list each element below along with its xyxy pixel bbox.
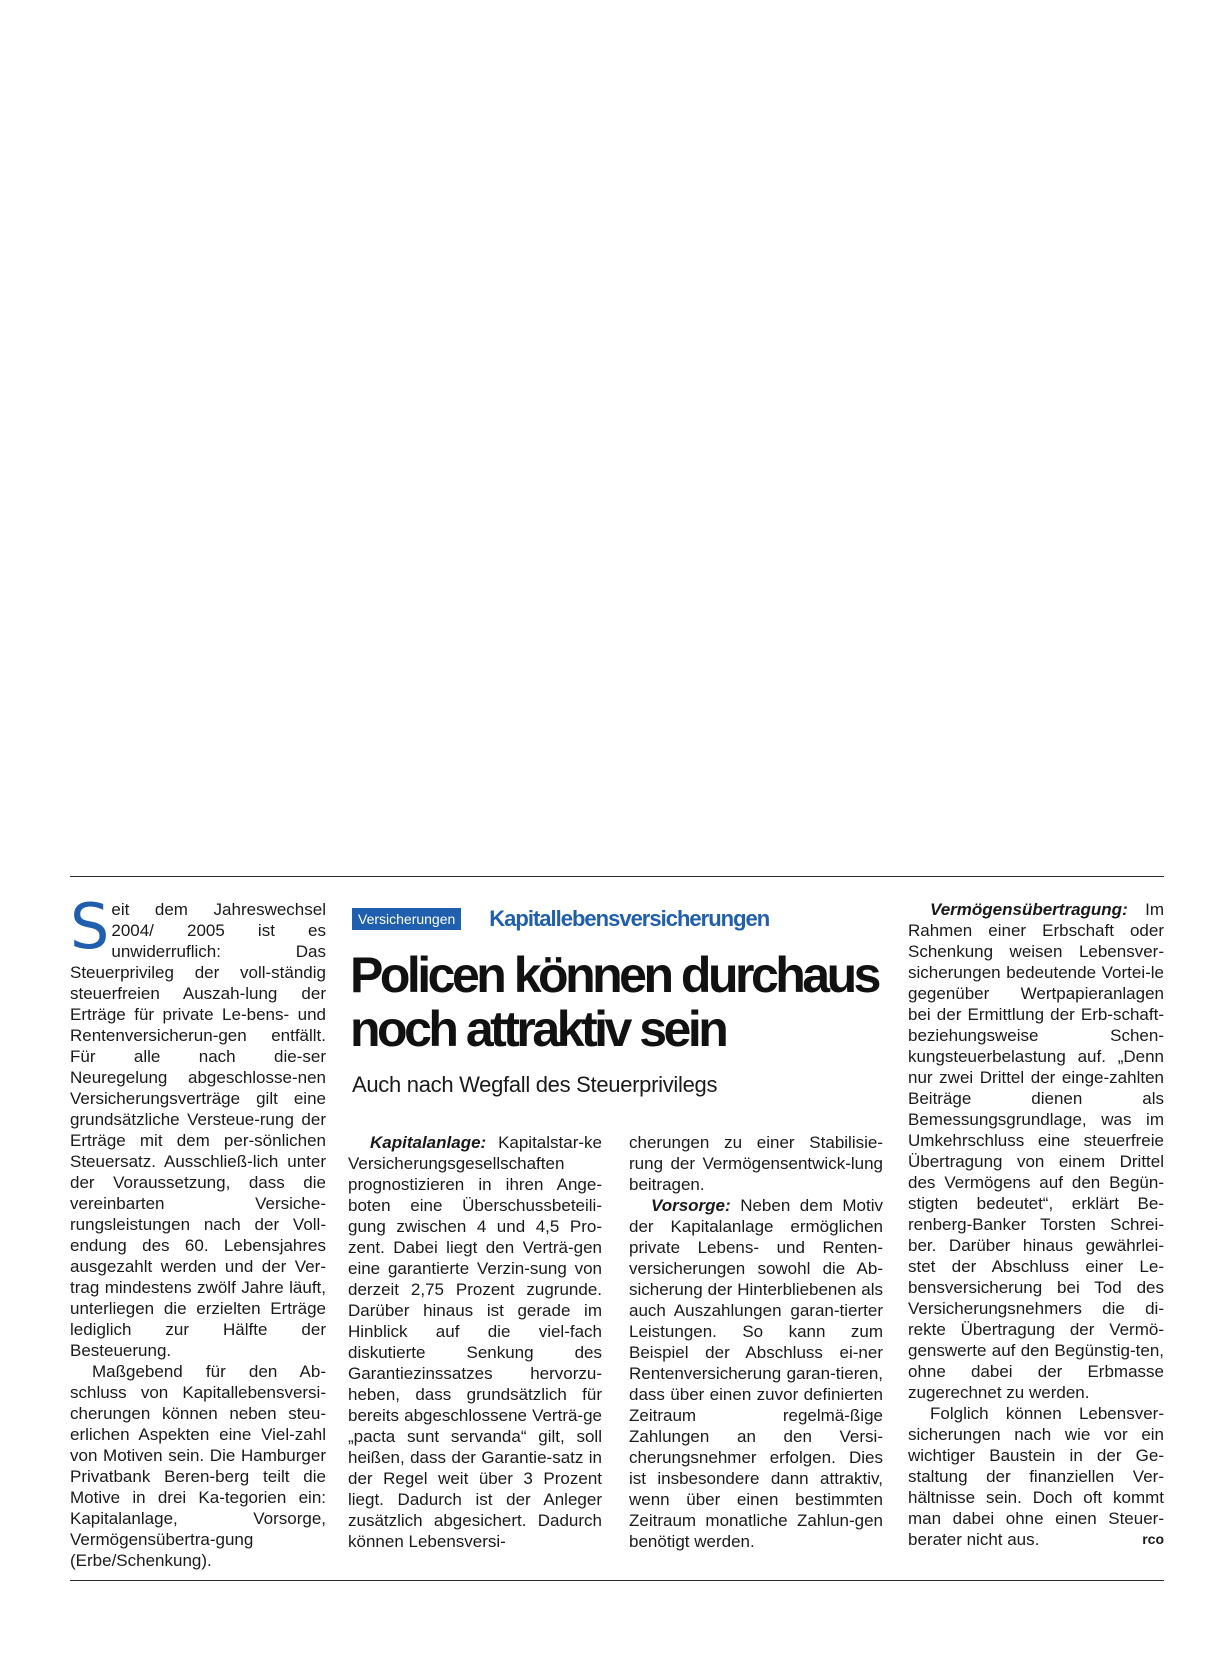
article-column-4 [629, 1132, 883, 1552]
continuation-paragraph: cherungen zu einer Stabilisie-rung der Vermögensentwick-lung beitragen. [629, 1133, 883, 1194]
kicker: Kapitallebensversicherungen [489, 906, 770, 931]
kicker-row [352, 904, 769, 934]
intro-text: eit dem Jahreswechsel 2004/ 2005 ist es unwiderruflich: Das Steuerprivileg der voll-ständig steuerfreien Auszah-lung der Erträge für private Le-bens- und Rentenversicherun-gen entfällt. Für alle nach die-ser Neuregelung abgeschlosse-nen Versicherungsverträge gilt eine grundsätzliche Versteue-rung der Erträge mit dem per-sönlichen Steuersatz. Ausschließ-lich unter der Voraussetzung, dass die vereinbarten Versiche-rungsleistungen nach der Voll-endung des 60. Lebensjahres ausgezahlt werden und der Ver-trag mindestens zwölf Jahre läuft, unterliegen die erzielten Erträge lediglich zur Hälfte der Besteuerung. [70, 900, 326, 1360]
article-column-1 [70, 890, 326, 1571]
motives-paragraph: Maßgebend für den Ab-schluss von Kapitallebensversi-cherungen können neben steu-erlichen Aspekten eine Viel-zahl von Motiven sein. Die Hamburger Privatbank Beren-berg teilt die Motive in drei Ka-tegorien ein: Kapitalanlage, Vorsorge, Vermögensübertra-gung (Erbe/Schenkung). [70, 1362, 326, 1570]
headline: Policen können durchaus noch attraktiv sein [350, 947, 878, 1057]
vermoegen-paragraph [908, 899, 1164, 1403]
article-column-5 [908, 899, 1164, 1550]
author-signature: rco [1142, 1531, 1164, 1547]
vorsorge-paragraph [629, 1195, 883, 1552]
kapitalanlage-paragraph [348, 1132, 602, 1552]
kapitalanlage-lead: Kapitalanlage: [370, 1133, 487, 1152]
vermoegen-lead: Vermögensübertragung: [930, 900, 1128, 919]
dropcap-letter: S [70, 890, 110, 963]
subline: Auch nach Wegfall des Steuerprivilegs [352, 1072, 718, 1097]
conclusion-text: Folglich können Lebensver-sicherungen nach wie vor ein wichtiger Baustein in der Ge-staltung der finanziellen Ver-hältnisse sein. Doch oft kommt man dabei ohne einen Steuer-berater nicht aus. [908, 1404, 1164, 1549]
article-column-3 [348, 1132, 602, 1552]
vorsorge-text: Neben dem Motiv der Kapitalanlage ermöglichen private Lebens- und Renten-versicherungen sowohl die Ab-sicherung der Hinterbliebenen als auch Auszahlungen garan-tierter Leistungen. So kann zum Beispiel der Abschluss ei-ner Rentenversicherung garan-tieren, dass über einen zuvor definierten Zeitraum regelmä-ßige Zahlungen an den Versi-cherungsnehmer erfolgen. Dies ist insbesondere dann attraktiv, wenn über einen bestimmten Zeitraum monatliche Zahlun-gen benötigt werden. [629, 1196, 883, 1551]
kapitalanlage-text: Kapitalstar-ke Versicherungsgesellschaften prognostizieren in ihren Ange-boten eine Überschussbeteili-gung zwischen 4 und 4,5 Pro-zent. Dabei liegt den Verträ-gen eine garantierte Verzin-sung von derzeit 2,75 Prozent zugrunde. Darüber hinaus ist gerade im Hinblick auf die viel-fach diskutierte Senkung des Garantiezinssatzes hervorzu-heben, dass grundsätzlich für bereits abgeschlossene Verträ-ge „pacta sunt servanda“ gilt, soll heißen, dass der Garantie-satz in der Regel weit über 3 Prozent liegt. Dadurch ist der Anleger zusätzlich abgesichert. Dadurch können Lebensversi- [348, 1133, 602, 1551]
bottom-rule [70, 1580, 1164, 1581]
top-rule [70, 876, 1164, 877]
vorsorge-lead: Vorsorge: [651, 1196, 731, 1215]
intro-paragraph [70, 890, 326, 1361]
conclusion-paragraph [908, 1403, 1164, 1550]
vermoegen-text: Im Rahmen einer Erbschaft oder Schenkung weisen Lebensver-sicherungen bedeutende Vortei-le gegenüber Wertpapieranlagen bei der Ermittlung der Erb-schaft- beziehungsweise Schen-kungsteuerbelastung auf. „Denn nur zwei Drittel der einge-zahlten Beiträge dienen als Bemessungsgrundlage, was im Umkehrschluss eine steuerfreie Übertragung von einem Drittel des Vermögens auf den Begün-stigten bedeutet“, erklärt Be-renberg-Banker Torsten Schrei-ber. Darüber hinaus gewährlei-stet der Abschluss einer Le-bensversicherung bei Tod des Versicherungsnehmers die di-rekte Übertragung der Vermö-genswerte auf den Begünstig-ten, ohne dabei der Erbmasse zugerechnet zu werden. [908, 900, 1164, 1402]
section-tag: Versicherungen [352, 908, 461, 930]
